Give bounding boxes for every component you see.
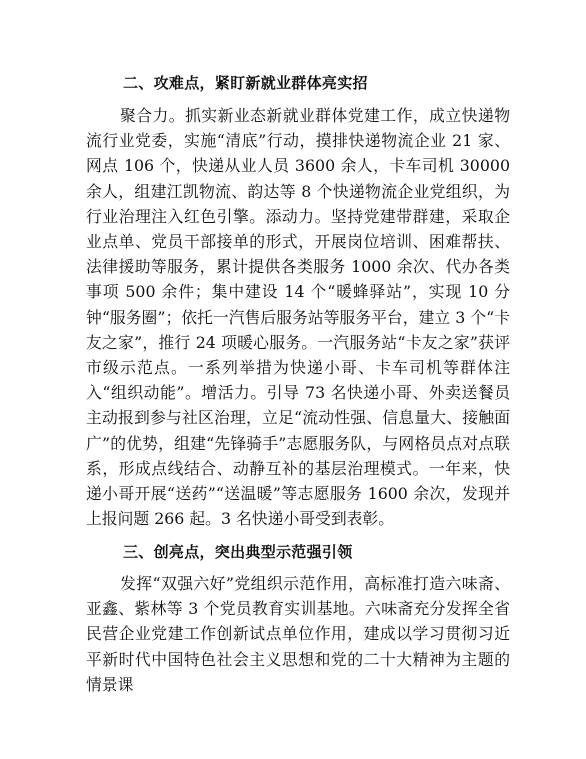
section-body-3: 发挥“双强六好”党组织示范作用，高标准打造六味斋、亚鑫、紫林等 3 个党员教育实训基地。六味斋充分发挥全省民营企业党建工作创新试点单位作用，建成以学习贯彻习近平新时代中国特色社会主义思想和党的二十大精神为主题的情景课: [86, 574, 510, 694]
section-heading-2: 二、攻难点，紧盯新就业群体亮实招: [123, 74, 368, 92]
section-heading-3: 三、创亮点，突出典型示范强引领: [123, 543, 353, 561]
section-body-2: 聚合力。抓实新业态新就业群体党建工作，成立快递物流行业党委，实施“清底”行动，摸排快递物流企业 21 家、网点 106 个，快递从业人员 3600 余人，卡车司机 30000 余人，组建江凯物流、韵达等 8 个快递物流企业党组织，为行业治理注入红色引擎。添动力。坚持党建带群建，采取企业点单、党员干部接单的形式，开展岗位培训、困难帮扶、法律援助等服务，累计提供各类服务 1000 余次、代办各类事项 500 余件；集中建设 14 个“暖蜂驿站”，实现 10 分钟“服务圈”；依托一汽售后服务站等服务平台，建立 3 个“卡友之家”，推行 24 项暖心服务。一汽服务站“卡友之家”获评市级示范点。一系列举措为快递小哥、卡车司机等群体注入“组织动能”。增活力。引导 73 名快递小哥、外卖送餐员主动报到参与社区治理，立足“流动性强、信息量大、接触面广”的优势，组建“先锋骑手”志愿服务队，与网格员点对点联系，形成点线结合、动静互补的基层治理模式。一年来，快递小哥开展“送药”“送温暖”等志愿服务 1600 余次，发现并上报问题 266 起。3 名快递小哥受到表彰。: [86, 106, 510, 529]
